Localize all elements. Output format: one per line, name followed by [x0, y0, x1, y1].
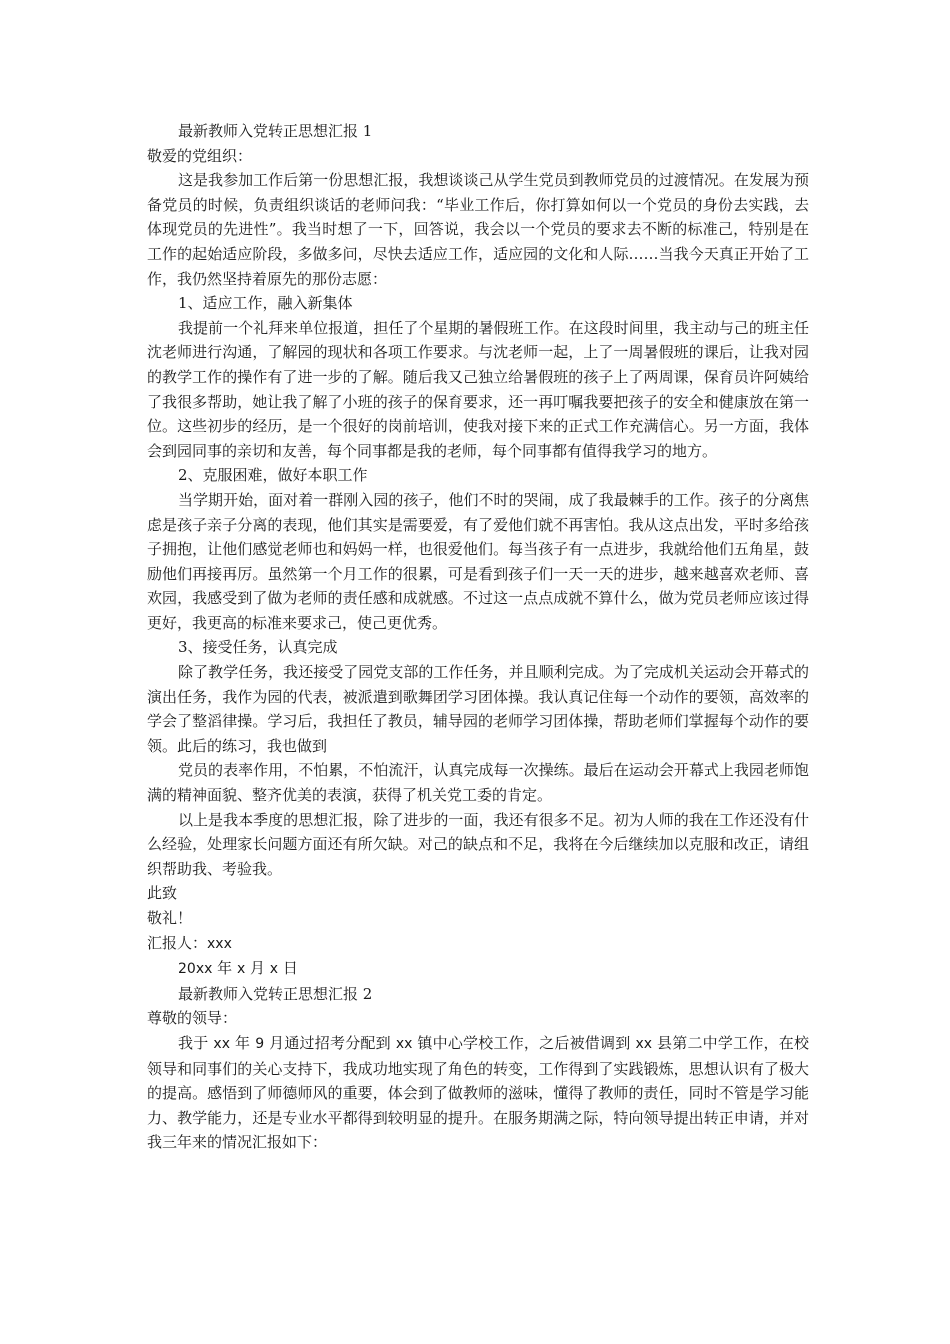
- conclusion-paragraph: 以上是我本季度的思想汇报，除了进步的一面，我还有很多不足。初为人师的我在工作还没有什么经验，处理家长问题方面还有所欠缺。对己的缺点和不足，我将在今后继续加以克服和改正，请组织帮助我、考验我。: [147, 810, 809, 878]
- p1-xx-3: xx: [635, 1035, 653, 1052]
- reporter-name: xxx: [207, 935, 232, 952]
- document-body: [147, 119, 809, 1155]
- reporter-label: 汇报人：: [147, 933, 208, 952]
- p1-xx-1: xx: [213, 1035, 230, 1052]
- closing-jing-li: 敬礼！: [147, 909, 193, 927]
- date-day-unit: 日: [278, 959, 298, 978]
- p1-part-b: 年: [230, 1033, 256, 1052]
- section3-paragraph-a: 除了教学任务，我还接受了园党支部的工作任务，并且顺利完成。为了完成机关运动会开幕式的演出任务，我作为园的代表，被派遣到歌舞团学习团体操。我认真记住每一个动作的要领，高效率的学会了整滔律操。学习后，我担任了教员，辅导园的老师学习团体操，帮助老师们掌握每个动作的要领。此后的练习，我也做到: [147, 663, 809, 755]
- section2-heading: 2、克服困难，做好本职工作: [178, 466, 368, 485]
- report1-title: 最新教师入党转正思想汇报 1: [178, 122, 373, 140]
- closing-ci-zhi: 此致: [147, 884, 178, 903]
- date-year: 20xx: [178, 961, 213, 978]
- p1-part-d: 镇中心学校工作，之后被借调到: [412, 1033, 636, 1052]
- date-month: x: [236, 961, 246, 978]
- report2-title: 最新教师入党转正思想汇报 2: [178, 984, 373, 1003]
- report2-salutation: 尊敬的领导：: [147, 1009, 238, 1028]
- date-day: x: [269, 961, 279, 978]
- date-month-unit: 月: [245, 959, 270, 978]
- report1-salutation: 敬爱的党组织：: [147, 146, 253, 165]
- p1-part-c: 月通过招考分配到: [264, 1033, 396, 1052]
- p1-part-a: 我于: [178, 1033, 214, 1052]
- report-date: [147, 956, 809, 982]
- report1-intro-paragraph: 这是我参加工作后第一份思想汇报，我想谈谈己从学生党员到教师党员的过渡情况。在发展为预备党员的时候，负责组织谈话的老师问我：“毕业工作后，你打算如何以一个党员的身份去实践，去体现党员的先进性”。我当时想了一下，回答说，我会以一个党员的要求去不断的标准己，特别是在工作的起始适应阶段，多做多问，尽快去适应工作，适应园的文化和人际……当我今天真正开始了工作，我仍然坚持着原先的那份志愿：: [147, 171, 809, 288]
- section3-heading: 3、接受任务，认真完成: [178, 638, 338, 657]
- p1-xx-2: xx: [395, 1035, 413, 1052]
- section1-paragraph: 我提前一个礼拜来单位报道，担任了个星期的暑假班工作。在这段时间里，我主动与己的班主任沈老师进行沟通，了解园的现状和各项工作要求。与沈老师一起，上了一周暑假班的课后，让我对园的教学工作的操作有了进一步的了解。随后我又己独立给暑假班的孩子上了两周课，保育员许阿姨给了我很多帮助，她让我了解了小班的孩子的保育要求，还一再叮嘱我要把孩子的安全和健康放在第一位。这些初步的经历，是一个很好的岗前培训，使我对接下来的正式工作充满信心。另一方面，我体会到园同事的亲切和友善，每个同事都是我的老师，每个同事都有值得我学习的地方。: [147, 318, 809, 460]
- report2-paragraph-1: [147, 1031, 809, 1155]
- p1-part-e: 县第二中学工作，在校领导和同事们的关心支持下，我成功地实现了角色的转变，工作得到了实践锻炼，思想认识有了极大的提高。感悟到了师德师风的重要，体会到了做教师的滋味，懂得了教师的责任，同时不管是学习能力、教学能力，还是专业水平都得到较明显的提升。在服务期满之际，特向领导提出转正申请，并对我三年来的情况汇报如下：: [147, 1033, 809, 1152]
- date-year-unit: 年: [212, 959, 237, 978]
- p1-nine: 9: [255, 1035, 265, 1052]
- reporter-line: [147, 931, 809, 957]
- section1-heading: 1、适应工作，融入新集体: [178, 294, 353, 313]
- section3-paragraph-b: 党员的表率作用，不怕累，不怕流汗，认真完成每一次操练。最后在运动会开幕式上我园老师饱满的精神面貌、整齐优美的表演，获得了机关党工委的肯定。: [147, 761, 809, 805]
- section2-paragraph: 当学期开始，面对着一群刚入园的孩子，他们不时的哭闹，成了我最棘手的工作。孩子的分离焦虑是孩子亲子分离的表现，他们其实是需要爱，有了爱他们就不再害怕。我从这点出发，平时多给孩子拥抱，让他们感觉老师也和妈妈一样，也很爱他们。每当孩子有一点进步，我就给他们五角星，鼓励他们再接再厉。虽然第一个月工作的很累，可是看到孩子们一天一天的进步，越来越喜欢老师、喜欢园，我感受到了做为老师的责任感和成就感。不过这一点点成就不算什么，做为党员老师应该过得更好，我更高的标准来要求己，使己更优秀。: [147, 490, 809, 632]
